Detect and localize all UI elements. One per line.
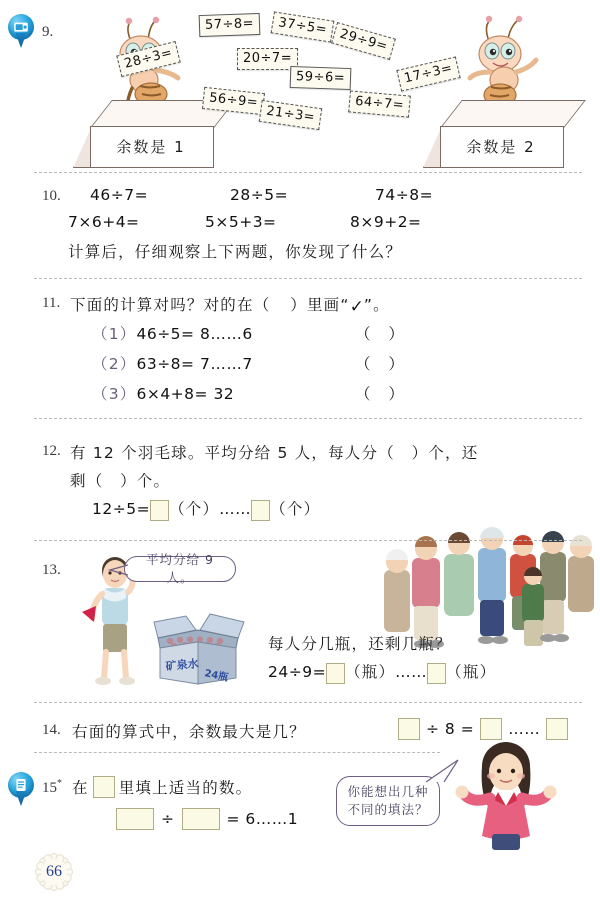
- q13-eq-lead: 24÷9=: [268, 663, 327, 681]
- page-number-text: 66: [46, 863, 62, 880]
- speech-bubble-15-line2: 不同的填法？: [347, 802, 429, 817]
- q10-expr-3: 74÷8=: [375, 186, 434, 204]
- q11-item-1-answer[interactable]: （ ）: [355, 325, 406, 343]
- q13-question: 每人分几瓶，还剩几瓶？: [268, 635, 452, 653]
- q12-remainder-blank[interactable]: [251, 500, 270, 521]
- exercise-15-star: *: [57, 778, 62, 789]
- q11-item-2-answer[interactable]: （ ）: [355, 355, 406, 373]
- q15-prompt-a: 在: [72, 779, 89, 797]
- q12-line-2: 剩（ ）个。: [70, 472, 171, 490]
- q13-dots: ……: [395, 663, 428, 681]
- q12-equation: [92, 497, 320, 521]
- exercise-12-number: 12.: [42, 443, 61, 459]
- q14-equation: [398, 718, 568, 740]
- division-card[interactable]: 37÷5=: [271, 11, 335, 42]
- q15-prompt: [72, 776, 252, 798]
- q15-inline-blank[interactable]: [93, 776, 115, 798]
- division-card[interactable]: 59÷6=: [290, 66, 352, 90]
- division-card[interactable]: 56÷9=: [202, 87, 265, 115]
- q14-divisor-text: ÷ 8 =: [426, 720, 475, 738]
- q13-unit-b: （瓶）: [446, 663, 497, 681]
- q12-unit-a: （个）: [169, 500, 220, 518]
- q13-quotient-blank[interactable]: [326, 663, 345, 684]
- check-icon: ✓: [349, 297, 364, 317]
- q11-prompt-b: ）里画“: [290, 296, 350, 314]
- q15-eq-tail: = 6……1: [226, 810, 299, 828]
- exercise-10-number: 10.: [42, 188, 61, 204]
- q10-expr-1: 46÷7=: [90, 186, 149, 204]
- section-divider: [34, 752, 440, 753]
- podium-right-label: 余数是 2: [466, 137, 536, 156]
- q15-equation: [116, 808, 298, 830]
- q11-prompt-a: 下面的计算对吗？对的在（: [70, 296, 271, 314]
- q13-unit-a: （瓶）: [345, 663, 396, 681]
- q11-item-3-expr: 6×4+8= 32: [136, 385, 235, 403]
- exercise-15-num-text: 15: [42, 780, 57, 796]
- q14-dots: ……: [508, 720, 541, 738]
- q11-prompt: [70, 293, 390, 315]
- podium-left-label: 余数是 1: [116, 137, 186, 156]
- exercise-13-number: 13.: [42, 562, 61, 578]
- svg-text:矿泉水: 矿泉水: [165, 657, 200, 673]
- division-card[interactable]: 28÷3=: [116, 41, 181, 77]
- water-box-illustration: [140, 612, 262, 690]
- pin-tip: [16, 791, 27, 806]
- section-divider: [34, 540, 582, 541]
- q10-expr-2: 28÷5=: [230, 186, 289, 204]
- q11-item-1: [92, 322, 253, 344]
- camera-icon: [13, 19, 29, 35]
- division-card[interactable]: 17÷3=: [396, 56, 460, 91]
- division-card[interactable]: 20÷7=: [237, 48, 298, 70]
- q11-item-3: [92, 382, 234, 404]
- q15-divisor-blank[interactable]: [182, 808, 220, 830]
- exercise-9-number: 9.: [42, 24, 54, 40]
- girl-illustration: [452, 740, 560, 858]
- q14-quotient-blank[interactable]: [480, 718, 502, 740]
- section-divider: [34, 172, 582, 173]
- speech-bubble-15-line1: 你能想出几种: [347, 783, 429, 799]
- division-card[interactable]: 29÷9=: [331, 22, 396, 60]
- ant-character-right: [460, 14, 552, 114]
- division-card[interactable]: 64÷7=: [348, 90, 411, 117]
- q14-remainder-blank[interactable]: [546, 718, 568, 740]
- division-card[interactable]: 57÷8=: [199, 13, 261, 37]
- q10-expr-5: 5×5+3=: [205, 213, 277, 231]
- q14-prompt: 右面的算式中，余数最大是几？: [72, 723, 306, 741]
- q11-item-3-answer[interactable]: （ ）: [355, 385, 406, 403]
- q12-dots: ……: [219, 500, 252, 518]
- media-pin-icon: [8, 14, 34, 48]
- speech-bubble-tail-13: [108, 562, 128, 578]
- q11-item-3-label: （3）: [92, 385, 137, 403]
- q11-item-2-expr: 63÷8= 7……7: [136, 355, 253, 373]
- q11-prompt-c: ”。: [363, 296, 390, 314]
- q12-line-1: 有 12 个羽毛球。平均分给 5 人，每人分（ ）个，还: [70, 444, 479, 462]
- doc-pin-icon: [8, 772, 34, 806]
- podium-top-face: [440, 100, 586, 128]
- q13-remainder-blank[interactable]: [427, 663, 446, 684]
- pin-tip: [16, 33, 27, 48]
- q12-quotient-blank[interactable]: [150, 500, 169, 521]
- q13-equation: [268, 660, 496, 684]
- q11-item-2: [92, 352, 253, 374]
- q12-unit-b: （个）: [270, 500, 321, 518]
- section-divider: [34, 702, 582, 703]
- q15-prompt-b: 里填上适当的数。: [118, 779, 253, 797]
- q15-dividend-blank[interactable]: [116, 808, 154, 830]
- exercise-15-number: [42, 778, 62, 797]
- q12-eq-lead: 12÷5=: [92, 500, 151, 518]
- q14-dividend-blank[interactable]: [398, 718, 420, 740]
- q11-item-1-label: （1）: [92, 325, 137, 343]
- q10-expr-6: 8×9+2=: [350, 213, 422, 231]
- document-icon: [13, 777, 29, 793]
- q11-item-1-expr: 46÷5= 8……6: [136, 325, 253, 343]
- q10-prompt: 计算后，仔细观察上下两题，你发现了什么？: [68, 243, 403, 261]
- section-divider: [34, 278, 582, 279]
- section-divider: [34, 418, 582, 419]
- exercise-11-number: 11.: [42, 295, 61, 311]
- division-card[interactable]: 21÷3=: [259, 100, 323, 130]
- exercise-14-number: 14.: [42, 722, 61, 738]
- svg-text:24瓶: 24瓶: [203, 668, 230, 684]
- q11-item-2-label: （2）: [92, 355, 137, 373]
- q15-div-sign: ÷: [161, 810, 175, 828]
- q10-expr-4: 7×6+4=: [68, 213, 140, 231]
- speech-bubble-13: 平均分给 9 人。: [124, 556, 236, 582]
- page-number-badge: [34, 852, 74, 892]
